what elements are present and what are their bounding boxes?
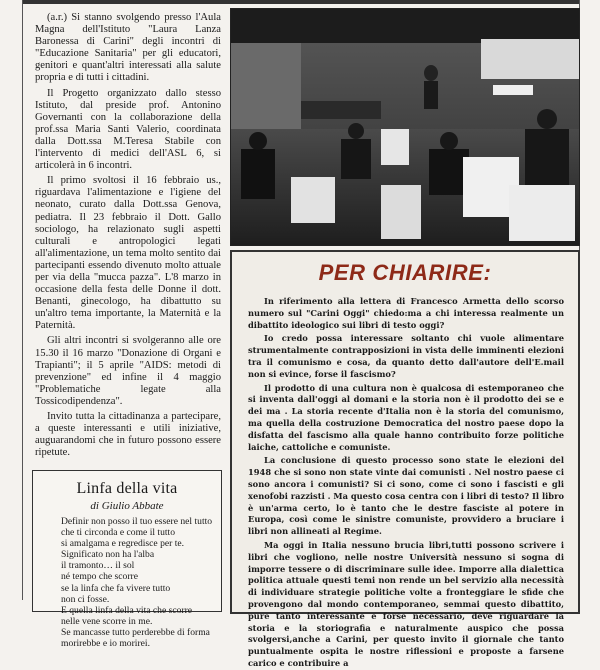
left-paragraph: Il primo svoltosi il 16 febbraio us., riguardava l'alimentazione e l'igiene del neonato, curato dalla Dott.ssa Genova, pediatra. Il 23 febbraio il Dott. Gallo sociologo, ha relazionato sugli aspetti culturali e antropologici legati all'alimentazione, un tema molto sentito dai partecipanti essendo divenuto molto attuale per via della "mucca pazza". L'8 marzo in occasione della festa delle Donne il dott. Benanti, ginecologo, ha dibattutto su un'altro tema importante, la Maternità e la Paternità. bbox=[35, 175, 221, 332]
poem-line: E quella linfa della vita che scorre bbox=[61, 604, 193, 616]
poem-line: nelle vene scorre in me. bbox=[61, 615, 153, 627]
poem-line: il tramonto… il sol bbox=[61, 560, 135, 572]
poem-line: Se mancasse tutto perderebbe di forma bbox=[61, 626, 210, 638]
poem-text bbox=[61, 516, 221, 649]
poem-line: non ci fosse. bbox=[61, 593, 110, 605]
article-paragraph: Io credo possa interessare soltanto chi vuole alimentare strumentalmente contrapposizioni in vista delle imminenti elezioni tra il comunismo e cosa, da quanto detto dall'autore dell'E.mail non si evince, forse il fascismo? bbox=[248, 333, 564, 379]
health-education-article bbox=[35, 12, 221, 460]
meeting-hall-illustration bbox=[231, 9, 579, 245]
poem-line: se la linfa che fa vivere tutto bbox=[61, 582, 171, 594]
left-paragraph: (a.r.) Si stanno svolgendo presso l'Aula Magna dell'Istituto "Laura Lanza Baronessa di Carini" degli incontri di "Educazione Sanitaria" per gli educatori, genitori e quant'altri interessati alla salute propria e di tutti i cittadini. bbox=[35, 12, 221, 84]
per-chiarire-article bbox=[230, 250, 580, 668]
article-paragraph: Ma oggi in Italia nessuno brucia libri,tutti possono scrivere i libri che vogliono, nelle nostre Università nessuno si sogna di imporre tessere o di discriminare sulle idee. Imporre alla dialettica politica attuale questi temi non rende un bel servizio alla necessità di individuare strategie politiche volte a fronteggiare le sfide che provengono dal mondo contemporaneo, semmai questo dibattito, pure tanto interessante e forse necessario, deve riguardare la storia e la storiografia e naturalmente auspico che possa svolgersi,anche a Carini, per questo invito il giornale che tanto puntualmente ospita le nostre riflessioni e proposte a farsene carico e contribuire a bbox=[248, 539, 564, 668]
poem-line: Definir non posso il tuo essere nel tutto bbox=[61, 516, 213, 527]
article-paragraph: La conclusione di questo processo sono state le elezioni del 1948 che si sono non state vinte dai comunisti . Nel nostro paese ci sono ancora i comunisti? Si ci sono, come ci sono i fascisti e gli xenofobi razzisti . Ma questo cosa centra con i libri di testo? Il libro è un'arma certo, lo è tanto che le destre fasciste al potere in Europa, così come le sinistre comuniste, provvidero a bruciare i libri non allineati al Regime. bbox=[248, 455, 564, 537]
poem-line: morirebbe e io morirei. bbox=[61, 638, 150, 650]
poem-line: si amalgama e regredisce per te. bbox=[61, 538, 185, 550]
poem-line: né tempo che scorre bbox=[61, 571, 138, 583]
article-body bbox=[248, 296, 564, 670]
left-paragraph: Il Progetto organizzato dallo stesso Istituto, dal preside prof. Antonino Governanti con la collaborazione della prof.ssa Maria Santi Valerio, coordinata dalla Dott.ssa M.Teresa Stabile con l'intervento di medici dell'ASL 6, si articolerà in 6 incontri. bbox=[35, 87, 221, 172]
poem-box bbox=[32, 470, 222, 650]
article-paragraph: In riferimento alla lettera di Francesco Armetta dello scorso numero sul "Carini Oggi" chiedo:ma a chi interessa realmente un dibattito ideologico sui libri di testo oggi? bbox=[248, 296, 564, 330]
poem-line: Significato non ha l'alba bbox=[61, 549, 155, 561]
meeting-photo bbox=[230, 8, 580, 246]
article-paragraph: Il prodotto di una cultura non è qualcosa di estemporaneo che si inventa dall'oggi al domani e la storia non è il prodotto dei se e dei ma . La storia recente d'Italia non è la storia del comunismo, ma quella della costruzione Democratica del nostro paese dopo la disfatta del fascismo alla quale hanno contribuito forze politiche laiche, cattoliche e comuniste. bbox=[248, 382, 564, 452]
left-paragraph: Invito tutta la cittadinanza a partecipare, a queste interessanti e utili iniziative, auguarandomi che in futuro possono essere ripetute. bbox=[35, 411, 221, 459]
poem-line: che ti circonda e come il tutto bbox=[61, 527, 176, 539]
poem-title: Linfa della vita bbox=[76, 480, 178, 497]
article-title: PER CHIARIRE: bbox=[318, 260, 492, 285]
left-paragraph: Gli altri incontri si svolgeranno alle ore 15.30 il 16 marzo "Donazione di Organi e Trapianti"; il 5 aprile "AIDS: metodi di prevenzione" ed infine il 4 maggio "Problematiche legate alla Tossicodipendenza". bbox=[35, 335, 221, 407]
poem-author: di Giulio Abbate bbox=[90, 500, 164, 512]
page-left-edge bbox=[22, 0, 23, 600]
page-top-rule bbox=[22, 0, 580, 4]
